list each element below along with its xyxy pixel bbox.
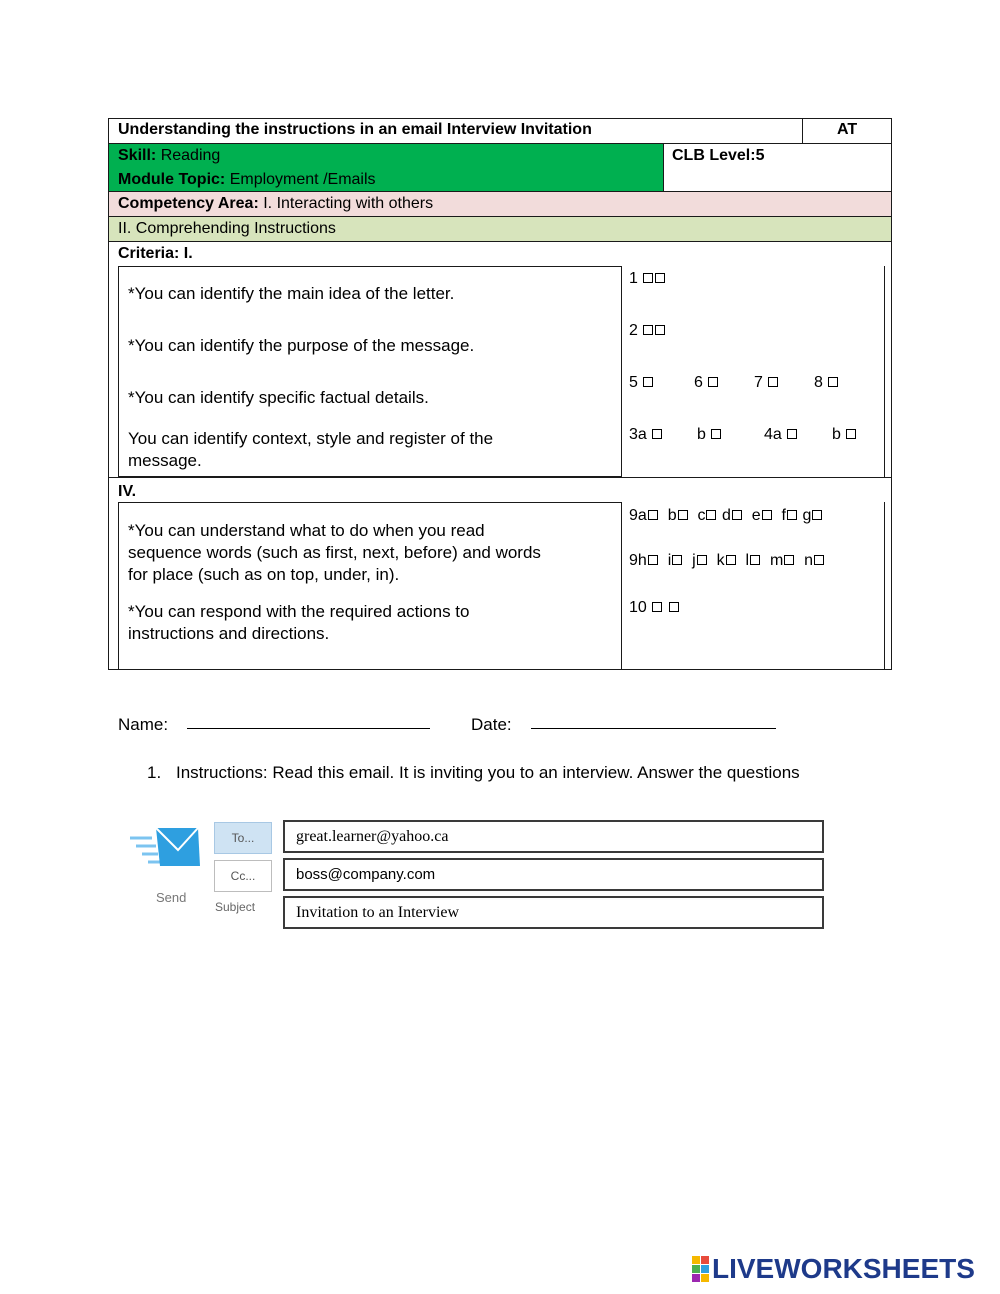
checkbox[interactable] — [732, 510, 742, 520]
q8-label: 8 — [814, 374, 823, 391]
section-iv-heading: IV. — [118, 483, 137, 500]
checkbox[interactable] — [762, 510, 772, 520]
q9i-label: i — [667, 552, 672, 569]
to-button[interactable]: To... — [214, 822, 272, 854]
criterion-purpose: *You can identify the purpose of the message. — [128, 336, 475, 355]
checkbox[interactable] — [828, 377, 838, 387]
date-label: Date: — [471, 715, 512, 734]
marks-q4a — [764, 426, 798, 444]
q7-label: 7 — [754, 374, 763, 391]
marks-q8 — [814, 374, 839, 392]
right-divider — [884, 266, 885, 477]
q9l-label: l — [745, 552, 750, 569]
checkbox[interactable] — [812, 510, 822, 520]
checkbox[interactable] — [655, 325, 665, 335]
criterion-context-style: You can identify context, style and register of the message. — [128, 429, 494, 470]
cc-button[interactable]: Cc... — [214, 860, 272, 892]
criterion-respond-actions: *You can respond with the required actions to instructions and directions. — [128, 602, 470, 643]
q9k-label: k — [716, 552, 725, 569]
q9h-label: 9h — [629, 552, 647, 569]
q2-label: 2 — [629, 322, 638, 339]
criteria-heading: Criteria: I. — [118, 245, 193, 262]
marks-q10 — [629, 599, 680, 617]
marks-q3b — [697, 426, 722, 444]
checkbox[interactable] — [750, 555, 760, 565]
instruction-text: Instructions: Read this email. It is inviting you to an interview. Answer the questions — [176, 763, 800, 782]
module-label: Module Topic: — [118, 171, 226, 188]
name-field[interactable] — [187, 728, 430, 729]
q9e-label: e — [751, 507, 761, 524]
q9j-label: j — [692, 552, 696, 569]
checkbox[interactable] — [643, 273, 653, 283]
q9f-label: f — [781, 507, 786, 524]
checkbox[interactable] — [784, 555, 794, 565]
q10-label: 10 — [629, 599, 647, 616]
criteria-iv-descriptions — [118, 502, 622, 670]
subject-label: Subject — [215, 900, 256, 914]
cc-field[interactable]: boss@company.com — [283, 858, 824, 891]
competency-cell — [108, 191, 892, 217]
table-title: Understanding the instructions in an email Interview Invitation — [118, 121, 592, 138]
q6-label: 6 — [694, 374, 703, 391]
to-field[interactable]: great.learner@yahoo.ca — [283, 820, 824, 853]
checkbox[interactable] — [652, 602, 662, 612]
checkbox[interactable] — [669, 602, 679, 612]
checkbox[interactable] — [708, 377, 718, 387]
criterion-sequence-words: *You can understand what to do when you read sequence words (such as first, next, before) and words for place (such as on top, under, in). — [128, 521, 541, 584]
q9m-label: m — [769, 552, 784, 569]
code-cell — [802, 118, 892, 144]
q9g-label: g — [802, 507, 812, 524]
brand-name: LIVEWORKSHEETS — [712, 1253, 975, 1284]
marks-q5 — [629, 374, 654, 392]
checkbox[interactable] — [814, 555, 824, 565]
competency-value: I. Interacting with others — [263, 195, 434, 212]
q4a-label: 4a — [764, 426, 782, 443]
criterion-main-idea: *You can identify the main idea of the letter. — [128, 284, 455, 303]
brand-logo — [692, 1255, 992, 1285]
criteria-i-descriptions — [118, 266, 622, 477]
marks-q9a-row — [629, 507, 823, 525]
marks-q2 — [629, 322, 666, 340]
send-button[interactable] — [128, 822, 204, 872]
criterion-factual-details: *You can identify specific factual details. — [128, 388, 429, 407]
comprehending-text: II. Comprehending Instructions — [118, 220, 336, 237]
checkbox[interactable] — [706, 510, 716, 520]
send-label: Send — [156, 890, 187, 905]
checkbox[interactable] — [672, 555, 682, 565]
name-label: Name: — [118, 715, 169, 734]
competency-label: Competency Area: — [118, 195, 259, 212]
marks-q7 — [754, 374, 779, 392]
skill-label: Skill: — [118, 147, 157, 164]
marks-q1 — [629, 270, 666, 288]
checkbox[interactable] — [787, 510, 797, 520]
checkbox[interactable] — [648, 510, 658, 520]
skill-cell — [108, 143, 664, 192]
module-value: Employment /Emails — [229, 171, 376, 188]
checkbox[interactable] — [846, 429, 856, 439]
q9b-label: b — [667, 507, 677, 524]
checkbox[interactable] — [643, 325, 653, 335]
instruction-number: 1. — [147, 763, 162, 782]
marks-q9h-row — [629, 552, 825, 570]
checkbox[interactable] — [768, 377, 778, 387]
subject-field[interactable]: Invitation to an Interview — [283, 896, 824, 929]
envelope-icon — [128, 822, 204, 872]
checkbox[interactable] — [678, 510, 688, 520]
date-field[interactable] — [531, 728, 776, 729]
q9c-label: c — [697, 507, 706, 524]
checkbox[interactable] — [726, 555, 736, 565]
q3b-label: b — [697, 426, 706, 443]
q4b-label: b — [832, 426, 841, 443]
title-cell — [108, 118, 803, 144]
q3a-label: 3a — [629, 426, 647, 443]
checkbox[interactable] — [643, 377, 653, 387]
skill-value: Reading — [160, 147, 221, 164]
q9n-label: n — [804, 552, 814, 569]
q5-label: 5 — [629, 374, 638, 391]
checkbox[interactable] — [652, 429, 662, 439]
marks-q4b — [832, 426, 857, 444]
checkbox[interactable] — [711, 429, 721, 439]
marks-q6 — [694, 374, 719, 392]
checkbox[interactable] — [655, 273, 665, 283]
q9a-label: 9a — [629, 507, 647, 524]
q9d-label: d — [721, 507, 731, 524]
checkbox[interactable] — [787, 429, 797, 439]
marks-q3a — [629, 426, 663, 444]
checkbox[interactable] — [648, 555, 658, 565]
q1-label: 1 — [629, 270, 638, 287]
assessment-code: AT — [837, 121, 858, 138]
comprehending-cell — [108, 216, 892, 242]
clb-level: CLB Level:5 — [672, 147, 765, 164]
clb-cell — [663, 143, 892, 192]
right-divider-iv — [884, 502, 885, 670]
checkbox[interactable] — [697, 555, 707, 565]
